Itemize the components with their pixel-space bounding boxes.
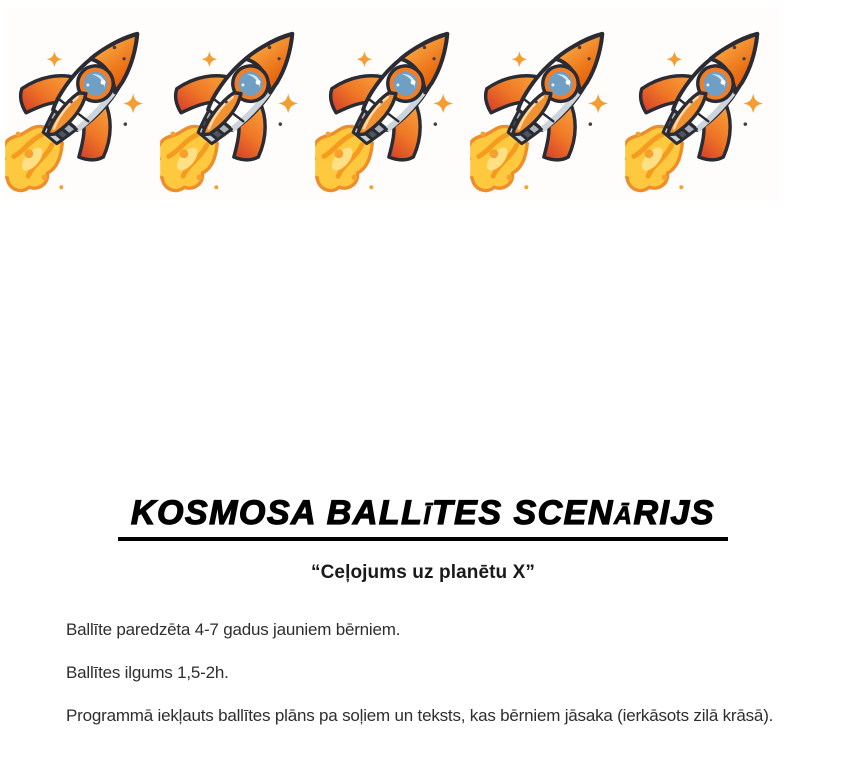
rocket-illustration <box>624 8 779 200</box>
paragraph-duration: Ballītes ilgums 1,5-2h. <box>66 662 229 682</box>
rocket-banner <box>0 0 846 200</box>
rocket-illustration <box>469 8 624 200</box>
title-segment: KOSMOSA BALL <box>130 494 424 532</box>
title-macron-char: Ā <box>613 502 634 530</box>
paragraph-audience: Ballīte paredzēta 4-7 gadus jauniem bērniem. <box>66 619 401 639</box>
rocket-illustration <box>4 8 159 200</box>
rocket-illustration <box>314 8 469 200</box>
paragraph-program: Programmā iekļauts ballītes plāns pa soļiem un teksts, kas bērniem jāsaka (ierkāsots zilā krāsā). <box>66 705 774 725</box>
title-row <box>0 496 846 541</box>
title-macron-char: Ī <box>423 502 432 530</box>
document-title <box>118 496 728 541</box>
document-subtitle: “Ceļojums uz planētu X” <box>311 561 535 583</box>
rocket-illustration <box>159 8 314 200</box>
title-segment: TES SCEN <box>431 494 614 532</box>
title-segment: RIJS <box>633 494 716 532</box>
document-body <box>66 613 834 733</box>
